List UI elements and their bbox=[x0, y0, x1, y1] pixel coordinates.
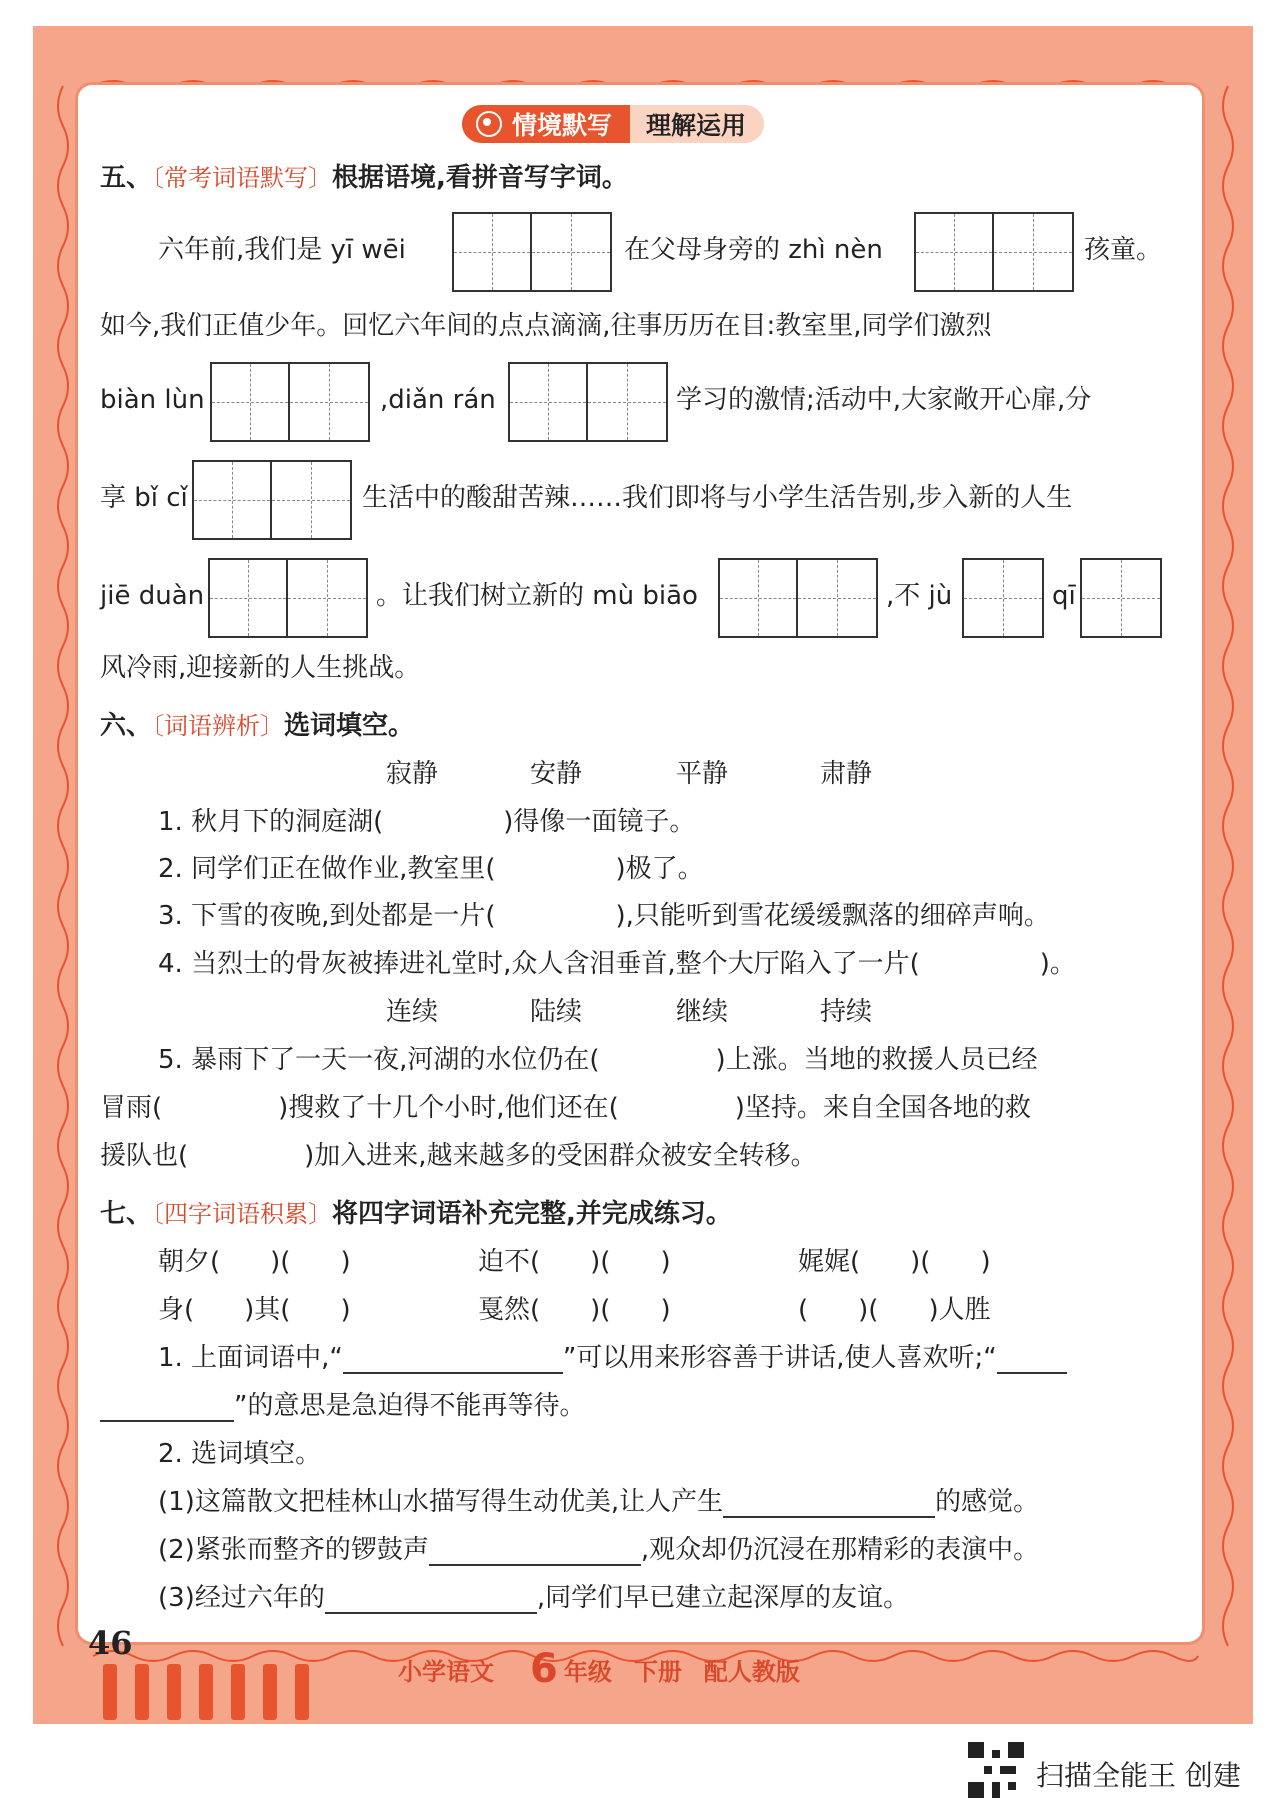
s5-line1-c: 孩童。 bbox=[1084, 235, 1163, 265]
s7-p2-1 bbox=[158, 1486, 1039, 1518]
s6-q3-a: 3. 下雪的夜晚,到处都是一片( bbox=[158, 901, 496, 931]
word-option: 连续 bbox=[386, 997, 439, 1027]
writing-grid-bici[interactable] bbox=[192, 460, 352, 540]
s6-q4 bbox=[158, 948, 1076, 980]
s7-p1-a: 1. 上面词语中,“ bbox=[158, 1343, 343, 1373]
section5-instruction: 根据语境,看拼音写字词。 bbox=[332, 163, 628, 193]
section5-num: 五、 bbox=[100, 163, 153, 193]
idiom-6-a: ( bbox=[798, 1295, 809, 1325]
answer-line[interactable] bbox=[343, 1346, 563, 1374]
s5-line5-b: 。让我们树立新的 mù biāo bbox=[376, 581, 698, 611]
s6-q3 bbox=[158, 900, 1050, 932]
s7-p2-1-b: 的感觉。 bbox=[935, 1487, 1040, 1517]
s7-p1-c: ”的意思是急迫得不能再等待。 bbox=[234, 1391, 586, 1421]
answer-line[interactable] bbox=[429, 1538, 641, 1566]
stripe bbox=[199, 1664, 213, 1720]
footer-subject: 小学语文 bbox=[398, 1657, 494, 1686]
stripe bbox=[295, 1664, 309, 1720]
s6-q5-g: )加入进来,越来越多的受困群众被安全转移。 bbox=[304, 1141, 817, 1171]
s6-q1 bbox=[158, 806, 695, 838]
idiom-1-c: ) bbox=[340, 1247, 351, 1277]
footer-edition: 配人教版 bbox=[703, 1657, 800, 1686]
s5-line2: 如今,我们正值少年。回忆六年间的点点滴滴,往事历历在目:教室里,同学们激烈 bbox=[100, 311, 992, 341]
idiom-6-c: )人胜 bbox=[928, 1295, 991, 1325]
idiom-5-b: )( bbox=[590, 1295, 611, 1325]
s6-q5-line1 bbox=[158, 1044, 1038, 1076]
s6-q5-line2 bbox=[100, 1092, 1031, 1124]
banner-title-right: 理解运用 bbox=[646, 111, 747, 140]
s6-q4-b: )。 bbox=[1039, 949, 1076, 979]
s7-p2-3 bbox=[158, 1582, 909, 1614]
idiom-1-a: 朝夕( bbox=[158, 1247, 221, 1277]
idiom-6-b: )( bbox=[858, 1295, 879, 1325]
s7-p2-2-b: ,观众却仍沉浸在那精彩的表演中。 bbox=[640, 1535, 1040, 1565]
word-option: 肃静 bbox=[820, 759, 873, 789]
writing-grid-jieduan[interactable] bbox=[208, 558, 368, 638]
section7-num: 七、 bbox=[100, 1199, 153, 1229]
s6-q1-b: )得像一面镜子。 bbox=[503, 807, 696, 837]
section5-heading bbox=[100, 162, 628, 194]
idiom-4 bbox=[158, 1294, 351, 1326]
idiom-1 bbox=[158, 1246, 351, 1278]
s6-q5-d: )搜救了十几个小时,他们还在( bbox=[278, 1093, 619, 1123]
word-option: 平静 bbox=[676, 759, 729, 789]
section-banner bbox=[462, 104, 764, 144]
idiom-1-b: )( bbox=[270, 1247, 291, 1277]
s5-line4-b: 生活中的酸甜苦辣……我们即将与小学生活告别,步入新的人生 bbox=[362, 483, 1073, 513]
section6-instruction: 选词填空。 bbox=[284, 711, 415, 741]
book-footer bbox=[398, 1646, 822, 1692]
word-option: 寂静 bbox=[386, 759, 439, 789]
answer-line[interactable] bbox=[100, 1394, 234, 1422]
s5-line5-d: qī bbox=[1052, 581, 1076, 611]
s5-line6: 风冷雨,迎接新的人生挑战。 bbox=[100, 653, 421, 683]
footer-term: 下册 bbox=[633, 1657, 682, 1686]
writing-grid-dianran[interactable] bbox=[508, 362, 668, 442]
s7-p2: 2. 选词填空。 bbox=[158, 1439, 322, 1469]
word-option: 陆续 bbox=[530, 997, 583, 1027]
qr-code-icon bbox=[968, 1742, 1024, 1798]
idiom-6 bbox=[798, 1294, 991, 1326]
medal-icon bbox=[476, 111, 502, 137]
word-option: 继续 bbox=[676, 997, 729, 1027]
stripe bbox=[135, 1664, 149, 1720]
s6-q4-a: 4. 当烈士的骨灰被捧进礼堂时,众人含泪垂首,整个大厅陷入了一片( bbox=[158, 949, 920, 979]
idiom-3-a: 娓娓( bbox=[798, 1247, 861, 1277]
s5-line4-a: 享 bǐ cǐ bbox=[100, 483, 188, 513]
s6-q5-line3 bbox=[100, 1140, 817, 1172]
s6-q1-a: 1. 秋月下的洞庭湖( bbox=[158, 807, 384, 837]
banner-right bbox=[630, 105, 764, 143]
stripe bbox=[231, 1664, 245, 1720]
idiom-3-b: )( bbox=[910, 1247, 931, 1277]
s5-line1-a: 六年前,我们是 yī wēi bbox=[158, 235, 406, 265]
page-number: 46 bbox=[88, 1624, 133, 1662]
s7-p1-line2 bbox=[100, 1390, 585, 1422]
s7-p2-3-b: ,同学们早已建立起深厚的友谊。 bbox=[536, 1583, 910, 1613]
writing-grid-zhinen[interactable] bbox=[914, 212, 1074, 292]
stripe bbox=[167, 1664, 181, 1720]
answer-line[interactable] bbox=[325, 1586, 537, 1614]
section7-tag: 〔四字词语积累〕 bbox=[152, 1200, 333, 1228]
s7-p2-1-a: (1)这篇散文把桂林山水描写得生动优美,让人产生 bbox=[158, 1487, 724, 1517]
banner-title-left: 情境默写 bbox=[512, 111, 613, 140]
s6-q5-c: 冒雨( bbox=[100, 1093, 163, 1123]
banner-left bbox=[462, 105, 630, 143]
s5-line3-c: 学习的激情;活动中,大家敞开心扉,分 bbox=[676, 385, 1092, 415]
s6-q5-e: )坚持。来自全国各地的救 bbox=[734, 1093, 1031, 1123]
writing-grid-ju[interactable] bbox=[962, 558, 1044, 638]
s5-line3-a: biàn lùn bbox=[100, 385, 205, 415]
s6-q5-b: )上涨。当地的救援人员已经 bbox=[715, 1045, 1038, 1075]
section5-tag: 〔常考词语默写〕 bbox=[152, 164, 333, 192]
answer-line[interactable] bbox=[723, 1490, 935, 1518]
s6-q2-b: )极了。 bbox=[615, 854, 704, 884]
s7-p2-2 bbox=[158, 1534, 1039, 1566]
s7-p1-line1 bbox=[158, 1342, 1067, 1374]
footer-grade-label: 年级 bbox=[563, 1657, 612, 1686]
idiom-5-c: ) bbox=[660, 1295, 671, 1325]
writing-grid-qi[interactable] bbox=[1080, 558, 1162, 638]
s6-q2-a: 2. 同学们正在做作业,教室里( bbox=[158, 854, 496, 884]
stripe bbox=[263, 1664, 277, 1720]
idiom-2-c: ) bbox=[660, 1247, 671, 1277]
writing-grid-mubiao[interactable] bbox=[718, 558, 878, 638]
section6-tag: 〔词语辨析〕 bbox=[152, 712, 285, 740]
answer-line[interactable] bbox=[997, 1346, 1067, 1374]
s6-q2 bbox=[158, 853, 704, 885]
s5-line5-c: ,不 jù bbox=[886, 581, 953, 611]
writing-grid-yiwei[interactable] bbox=[452, 212, 612, 292]
idiom-5-a: 戛然( bbox=[478, 1295, 541, 1325]
writing-grid-bianlun[interactable] bbox=[210, 362, 370, 442]
stripe bbox=[103, 1664, 117, 1720]
section7-heading bbox=[100, 1198, 732, 1230]
idiom-2 bbox=[478, 1246, 671, 1278]
s7-p1-b: ”可以用来形容善于讲话,使人喜欢听;“ bbox=[562, 1343, 997, 1373]
scanner-brand: 扫描全能王 创建 bbox=[1036, 1759, 1241, 1792]
section7-instruction: 将四字词语补充完整,并完成练习。 bbox=[332, 1199, 732, 1229]
s5-line5-a: jiē duàn bbox=[100, 581, 205, 611]
word-option: 持续 bbox=[820, 997, 873, 1027]
word-option: 安静 bbox=[530, 759, 583, 789]
idiom-4-a: 身( bbox=[158, 1295, 195, 1325]
s5-line3-b: ,diǎn rán bbox=[380, 385, 496, 415]
s5-line1-b: 在父母身旁的 zhì nèn bbox=[624, 235, 883, 265]
idiom-5 bbox=[478, 1294, 671, 1326]
idiom-3 bbox=[798, 1246, 991, 1278]
section6-heading bbox=[100, 710, 414, 742]
s6-q5-f: 援队也( bbox=[100, 1141, 189, 1171]
idiom-3-c: ) bbox=[980, 1247, 991, 1277]
idiom-4-c: ) bbox=[340, 1295, 351, 1325]
s7-p2-3-a: (3)经过六年的 bbox=[158, 1583, 325, 1613]
idiom-2-a: 迫不( bbox=[478, 1247, 541, 1277]
section6-num: 六、 bbox=[100, 711, 153, 741]
idiom-4-b: )其( bbox=[244, 1295, 291, 1325]
s6-q3-b: ),只能听到雪花缓缓飘落的细碎声响。 bbox=[615, 901, 1050, 931]
footer-grade-num: 6 bbox=[530, 1646, 558, 1692]
s7-p2-2-a: (2)紧张而整齐的锣鼓声 bbox=[158, 1535, 429, 1565]
idiom-2-b: )( bbox=[590, 1247, 611, 1277]
s6-q5-a: 5. 暴雨下了一天一夜,河湖的水位仍在( bbox=[158, 1045, 600, 1075]
